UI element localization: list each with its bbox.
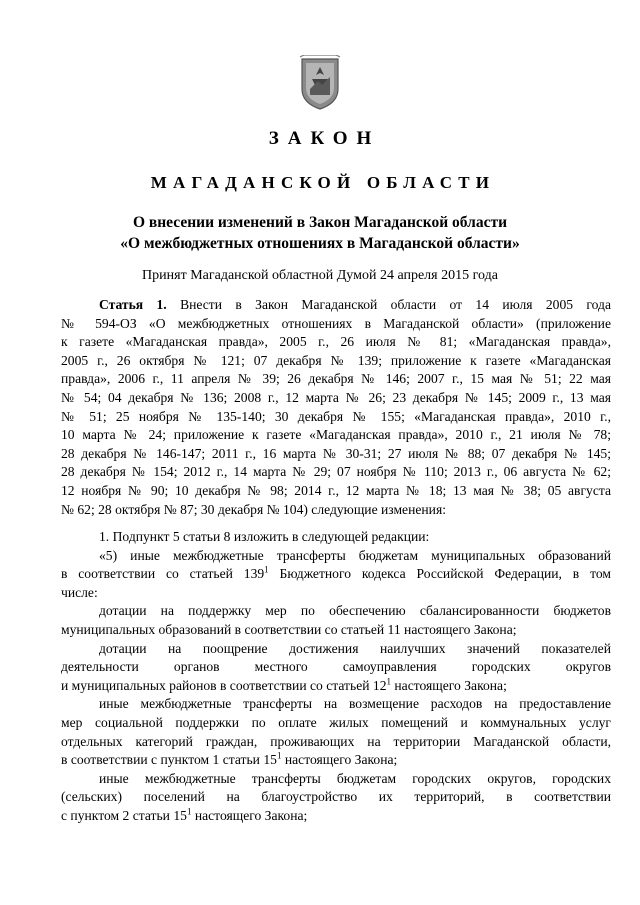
article-1-line: 28 декабря № 154; 2012 г., 14 марта № 29; 07 ноября № 110; 2013 г., 06 августа № 62; <box>61 464 611 480</box>
transfer-2-line: иные межбюджетные трансферты бюджетам городских округов, городских <box>99 770 611 786</box>
transfer-2-line: (сельских) поселений на благоустройство их территорий, в соответствии <box>61 789 611 805</box>
article-1-line: 10 марта № 24; приложение к газете «Магаданская правда», 2010 г., 21 июля № 78; <box>61 427 611 443</box>
region-heading: МАГАДАНСКОЙ ОБЛАСТИ <box>150 173 496 192</box>
law-title-line-1: О внесении изменений в Закон Магаданской области <box>132 214 508 231</box>
adoption-note: Принят Магаданской областной Думой 24 апреля 2015 года <box>142 268 498 283</box>
article-1-line: 12 ноября № 90; 10 декабря № 98; 2014 г., 12 марта № 18; 13 мая № 38; 05 августа <box>61 482 611 498</box>
article-1-label: Статья 1. <box>99 297 167 312</box>
transfer-1-line: мер социальной поддержки по оплате жилых помещений и коммунальных услуг <box>61 714 611 730</box>
article-1-line: 2005 г., 26 октября № 121; 07 декабря № 139; приложение к газете «Магаданская <box>61 352 611 368</box>
law-heading: ЗАКОН <box>268 128 381 149</box>
article-1 <box>61 296 611 519</box>
article-1-line: № 51; 25 ноября № 135-140; 30 декабря № 155; «Магаданская правда», 2010 г., <box>61 408 611 424</box>
item-1 <box>61 528 611 826</box>
item-1-heading: 1. Подпункт 5 статьи 8 изложить в следующей редакции: <box>99 529 430 544</box>
article-1-line: № 594-ОЗ «О межбюджетных отношениях в Магаданской области» (приложение <box>61 315 611 331</box>
article-1-line: к газете «Магаданская правда», 2005 г., 26 июля № 81; «Магаданская правда», <box>61 334 611 350</box>
dotation-1-line: дотации на поддержку мер по обеспечению сбалансированности бюджетов <box>99 603 611 619</box>
subitem-5-line: числе: <box>61 584 98 600</box>
subitem-5-line: «5) иные межбюджетные трансферты бюджетам муниципальных образований <box>99 547 611 563</box>
law-title <box>0 212 640 254</box>
article-1-first-line: Статья 1. Внести в Закон Магаданской области от 14 июля 2005 года <box>99 297 611 312</box>
transfer-1-line: в соответствии с пунктом 1 статьи $15^1$ настоящего Закона; <box>61 750 398 768</box>
dotation-1-line: муниципальных образований в соответствии со статьей 11 настоящего Закона; <box>61 621 517 637</box>
law-title-line-2: «О межбюджетных отношениях в Магаданской области» <box>120 235 520 252</box>
subitem-5-line: в соответствии со статьей $139^1$ Бюджетного кодекса Российской Федерации, в том <box>61 564 611 582</box>
coat-of-arms-icon <box>298 55 342 111</box>
dotation-2-line: и муниципальных районов в соответствии со статьей $12^1$ настоящего Закона; <box>61 676 507 693</box>
article-1-line: 28 декабря № 146-147; 2011 г., 16 марта № 30-31; 27 июля № 88; 07 декабря № 145; <box>61 445 611 461</box>
transfer-2-line: с пунктом 2 статьи $15^1$ настоящего Закона; <box>61 806 308 823</box>
article-1-line: № 54; 04 декабря № 136; 2008 г., 12 марта № 26; 23 декабря № 145; 2009 г., 13 мая <box>61 389 611 405</box>
dotation-2-line: деятельности органов местного самоуправления городских округов <box>61 659 611 675</box>
article-1-line: правда», 2006 г., 11 апреля № 39; 26 декабря № 146; 2007 г., 15 мая № 51; 22 мая <box>61 371 611 387</box>
dotation-2-line: дотации на поощрение достижения наилучших значений показателей <box>99 640 611 656</box>
transfer-1-line: иные межбюджетные трансферты на возмещение расходов на предоставление <box>99 696 611 712</box>
article-1-line: № 62; 28 октября № 87; 30 декабря № 104) следующие изменения: <box>61 501 446 517</box>
transfer-1-line: отдельных категорий граждан, проживающих на территории Магаданской области, <box>61 733 611 749</box>
